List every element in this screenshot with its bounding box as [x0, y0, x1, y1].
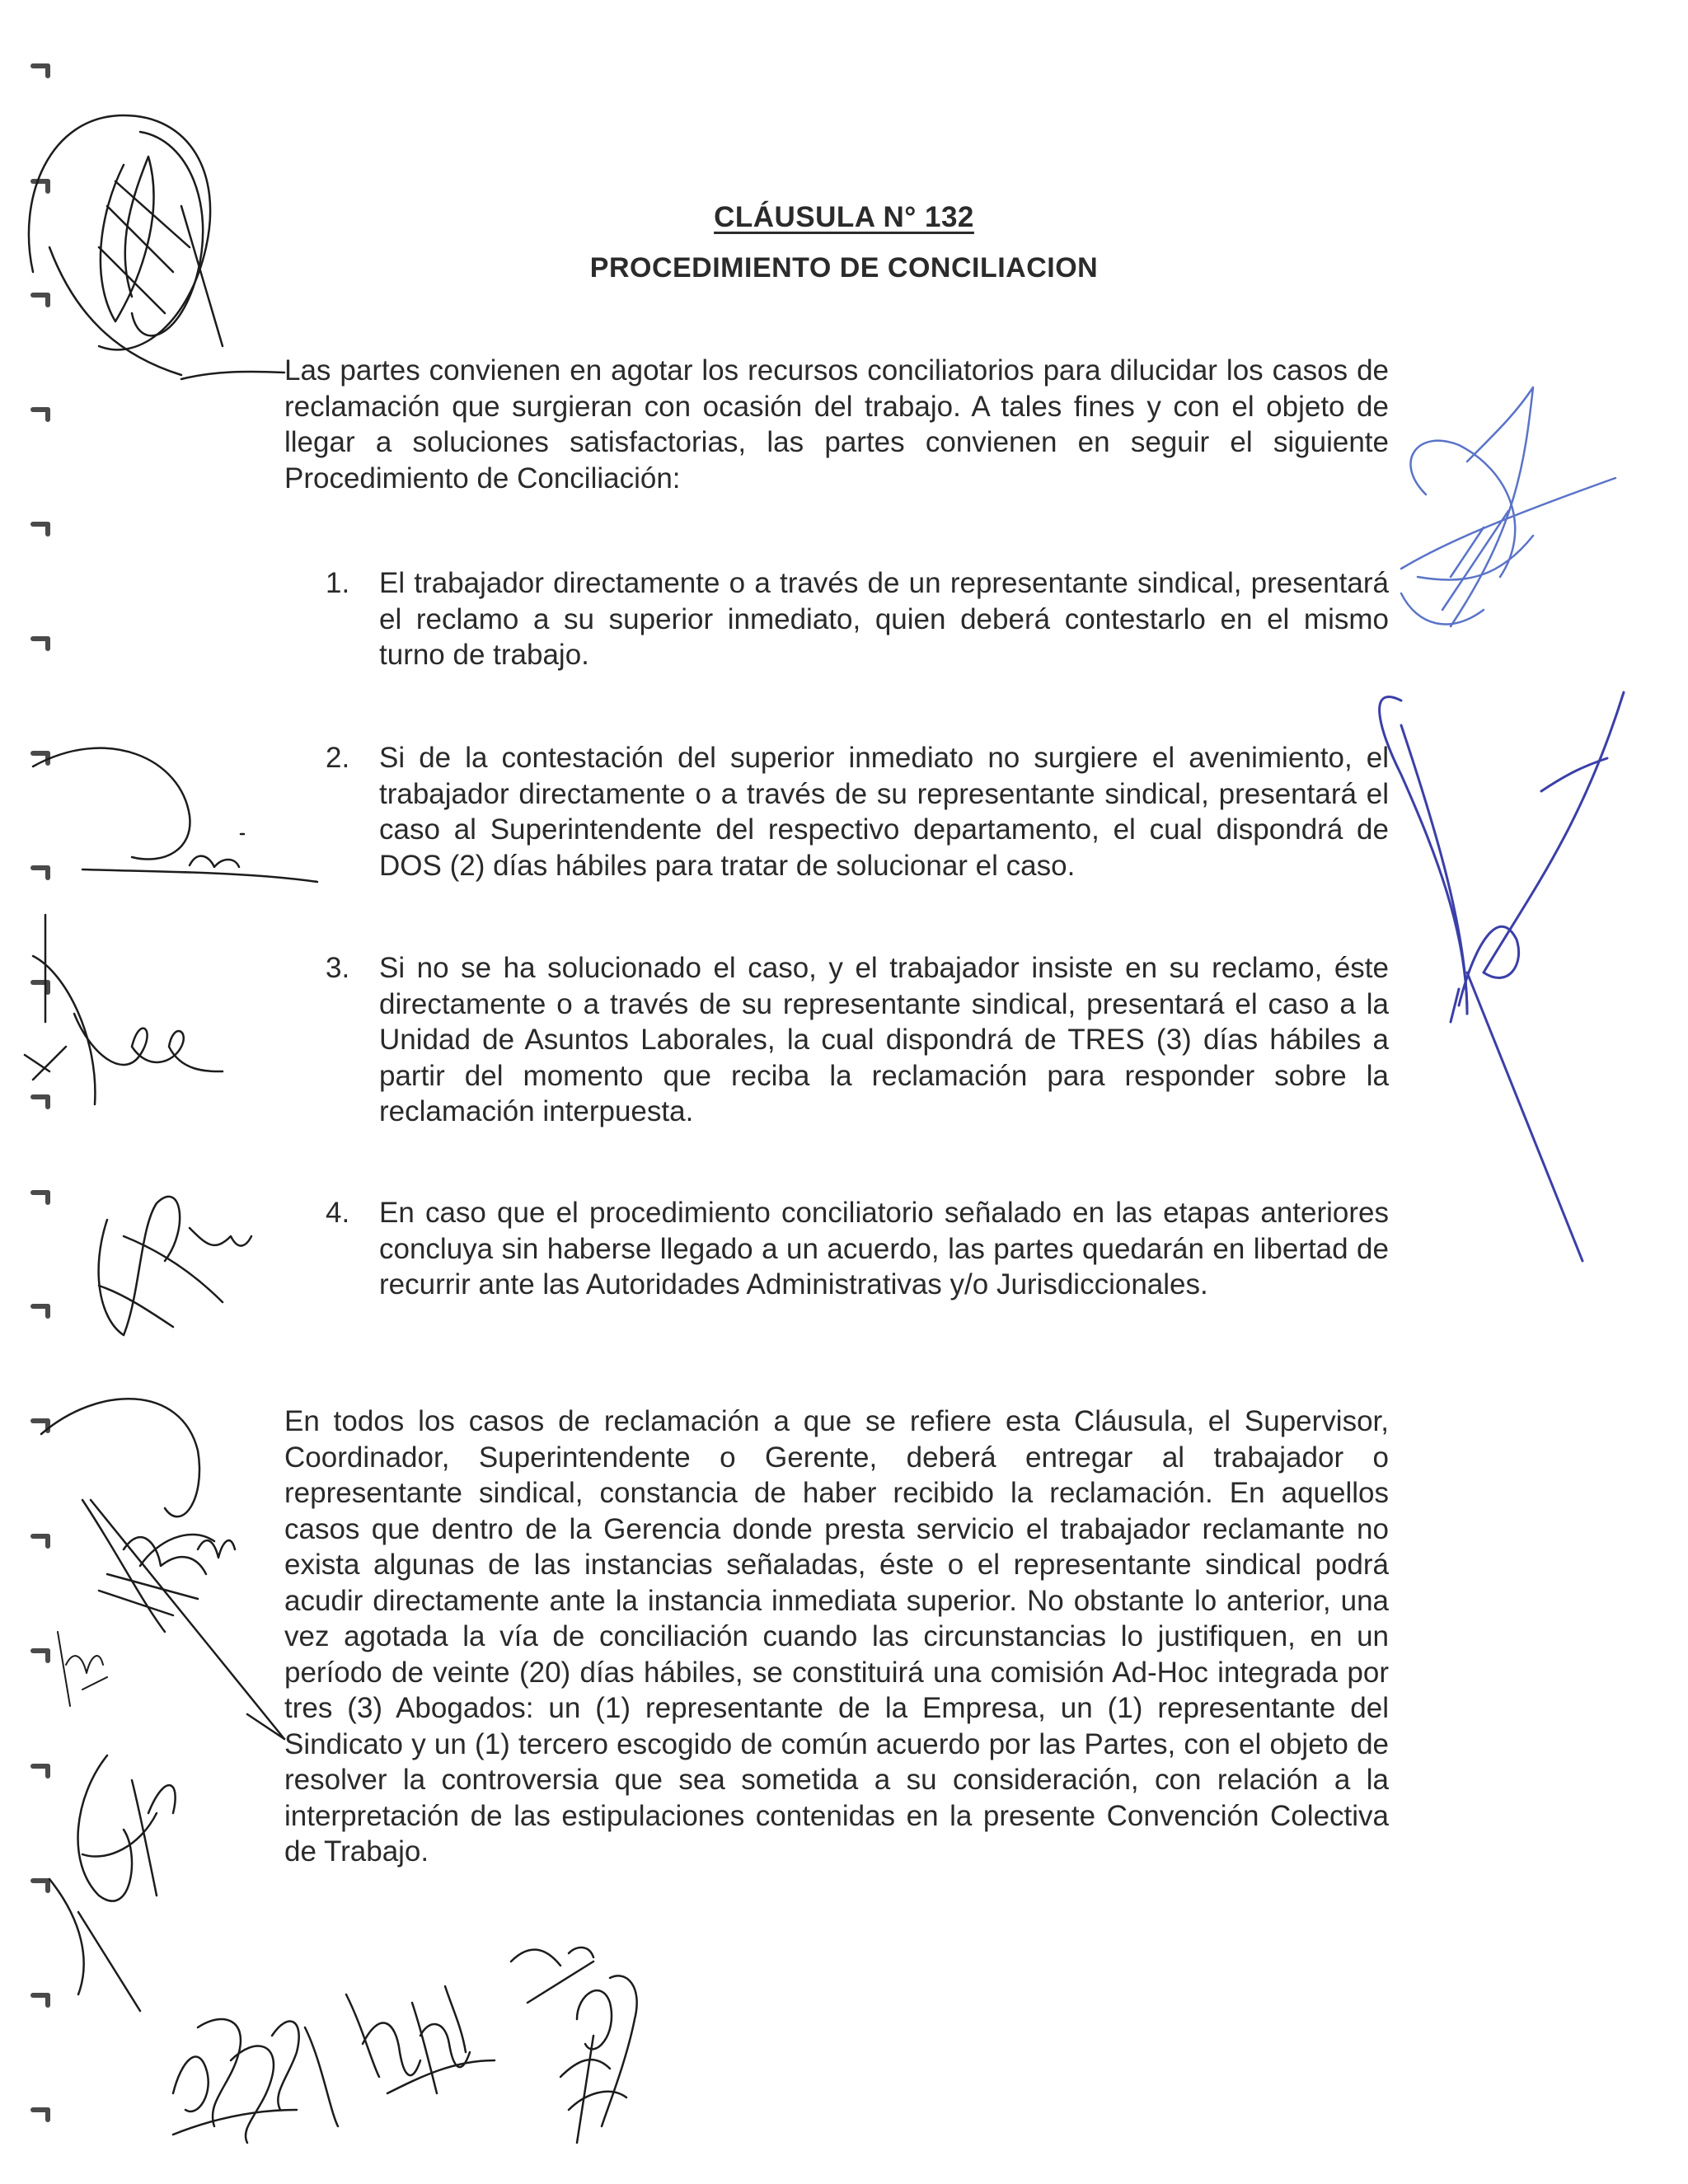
intro-paragraph: Las partes convienen en agotar los recursos conciliatorios para dilucidar los casos de reclamación que surgieran con ocasión del trabajo. A tales fines y con el objeto de llegar a soluciones satisfactorias, las partes convienen en seguir el siguiente Procedimiento de Conciliación: [284, 354, 1389, 494]
signature-bottom-left [173, 2019, 338, 2143]
list-item-text: Si no se ha solucionado el caso, y el trabajador insiste en su reclamo, éste directamente o a través de su representante sindical, presentará el caso a la Unidad de Asuntos Laborales, la cual dispondrá de TRES (3) días hábiles a partir del momento que reciba la reclamación para responder sobre la reclamación interpuesta. [379, 952, 1389, 1127]
clause-title: CLÁUSULA N° 132 [714, 201, 974, 233]
binding-marks [0, 0, 66, 2184]
signature-left-lower [99, 1197, 251, 1335]
signature-right-upper [1401, 387, 1615, 626]
list-item-text: Si de la contestación del superior inmediato no surgiere el avenimiento, el trabajador directamente o a través de su representante sindical, presentará el caso al Superintendente del respectivo departamento, el cual dispondrá de DOS (2) días hábiles para tratar de solucionar el caso. [379, 742, 1389, 882]
signature-right-large [1380, 692, 1624, 1261]
closing-paragraph: En todos los casos de reclamación a que se refiere esta Cláusula, el Supervisor, Coordinador, Superintendente o Gerente, deberá entregar al trabajador o representante sindical, constancia de haber recibido la reclamación. En aquellos casos que dentro de la Gerencia donde presta servicio el trabajador reclamante no exista algunas de las instancias señaladas, éste o el representante sindical podrá acudir directamente ante la instancia inmediata superior. No obstante lo anterior, una vez agotada la vía de conciliación cuando las circunstancias lo justifiquen, en un período de veinte (20) días hábiles, se constituirá una comisión Ad-Hoc integrada por tres (3) Abogados: un (1) representante de la Empresa, un (1) representante del Sindicato y un (1) tercero escogido de común acuerdo por las Partes, con el objeto de resolver la controversia que sea sometida a su consideración, con relación a la interpretación de las estipulaciones contenidas en la presente Convención Colectiva de Trabajo. [284, 1405, 1389, 1868]
signature-left-bottom [49, 1755, 176, 2011]
signature-bottom-right [511, 1947, 637, 2143]
signature-left-dun [33, 748, 317, 882]
list-item-number: 2. [326, 742, 350, 774]
list-item-number: 4. [326, 1197, 350, 1229]
list-item-number: 3. [326, 952, 350, 984]
list-item-number: 1. [326, 567, 350, 599]
list-item-text: En caso que el procedimiento conciliatorio señalado en las etapas anteriores concluya sin haberse llegado a un acuerdo, las partes quedarán en libertad de recurrir ante las Autoridades Administrativas y/o Jurisdiccionales. [379, 1197, 1389, 1301]
clause-subtitle: PROCEDIMIENTO DE CONCILIACION [589, 252, 1099, 284]
signature-bottom-middle [346, 1986, 495, 2093]
signature-left-diagonal [41, 1399, 284, 1739]
list-item-text: El trabajador directamente o a través de un representante sindical, presentará el reclamo a su superior inmediato, quien deberá contestarlo en el mismo turno de trabajo. [379, 567, 1389, 671]
signature-top-left [29, 115, 284, 379]
